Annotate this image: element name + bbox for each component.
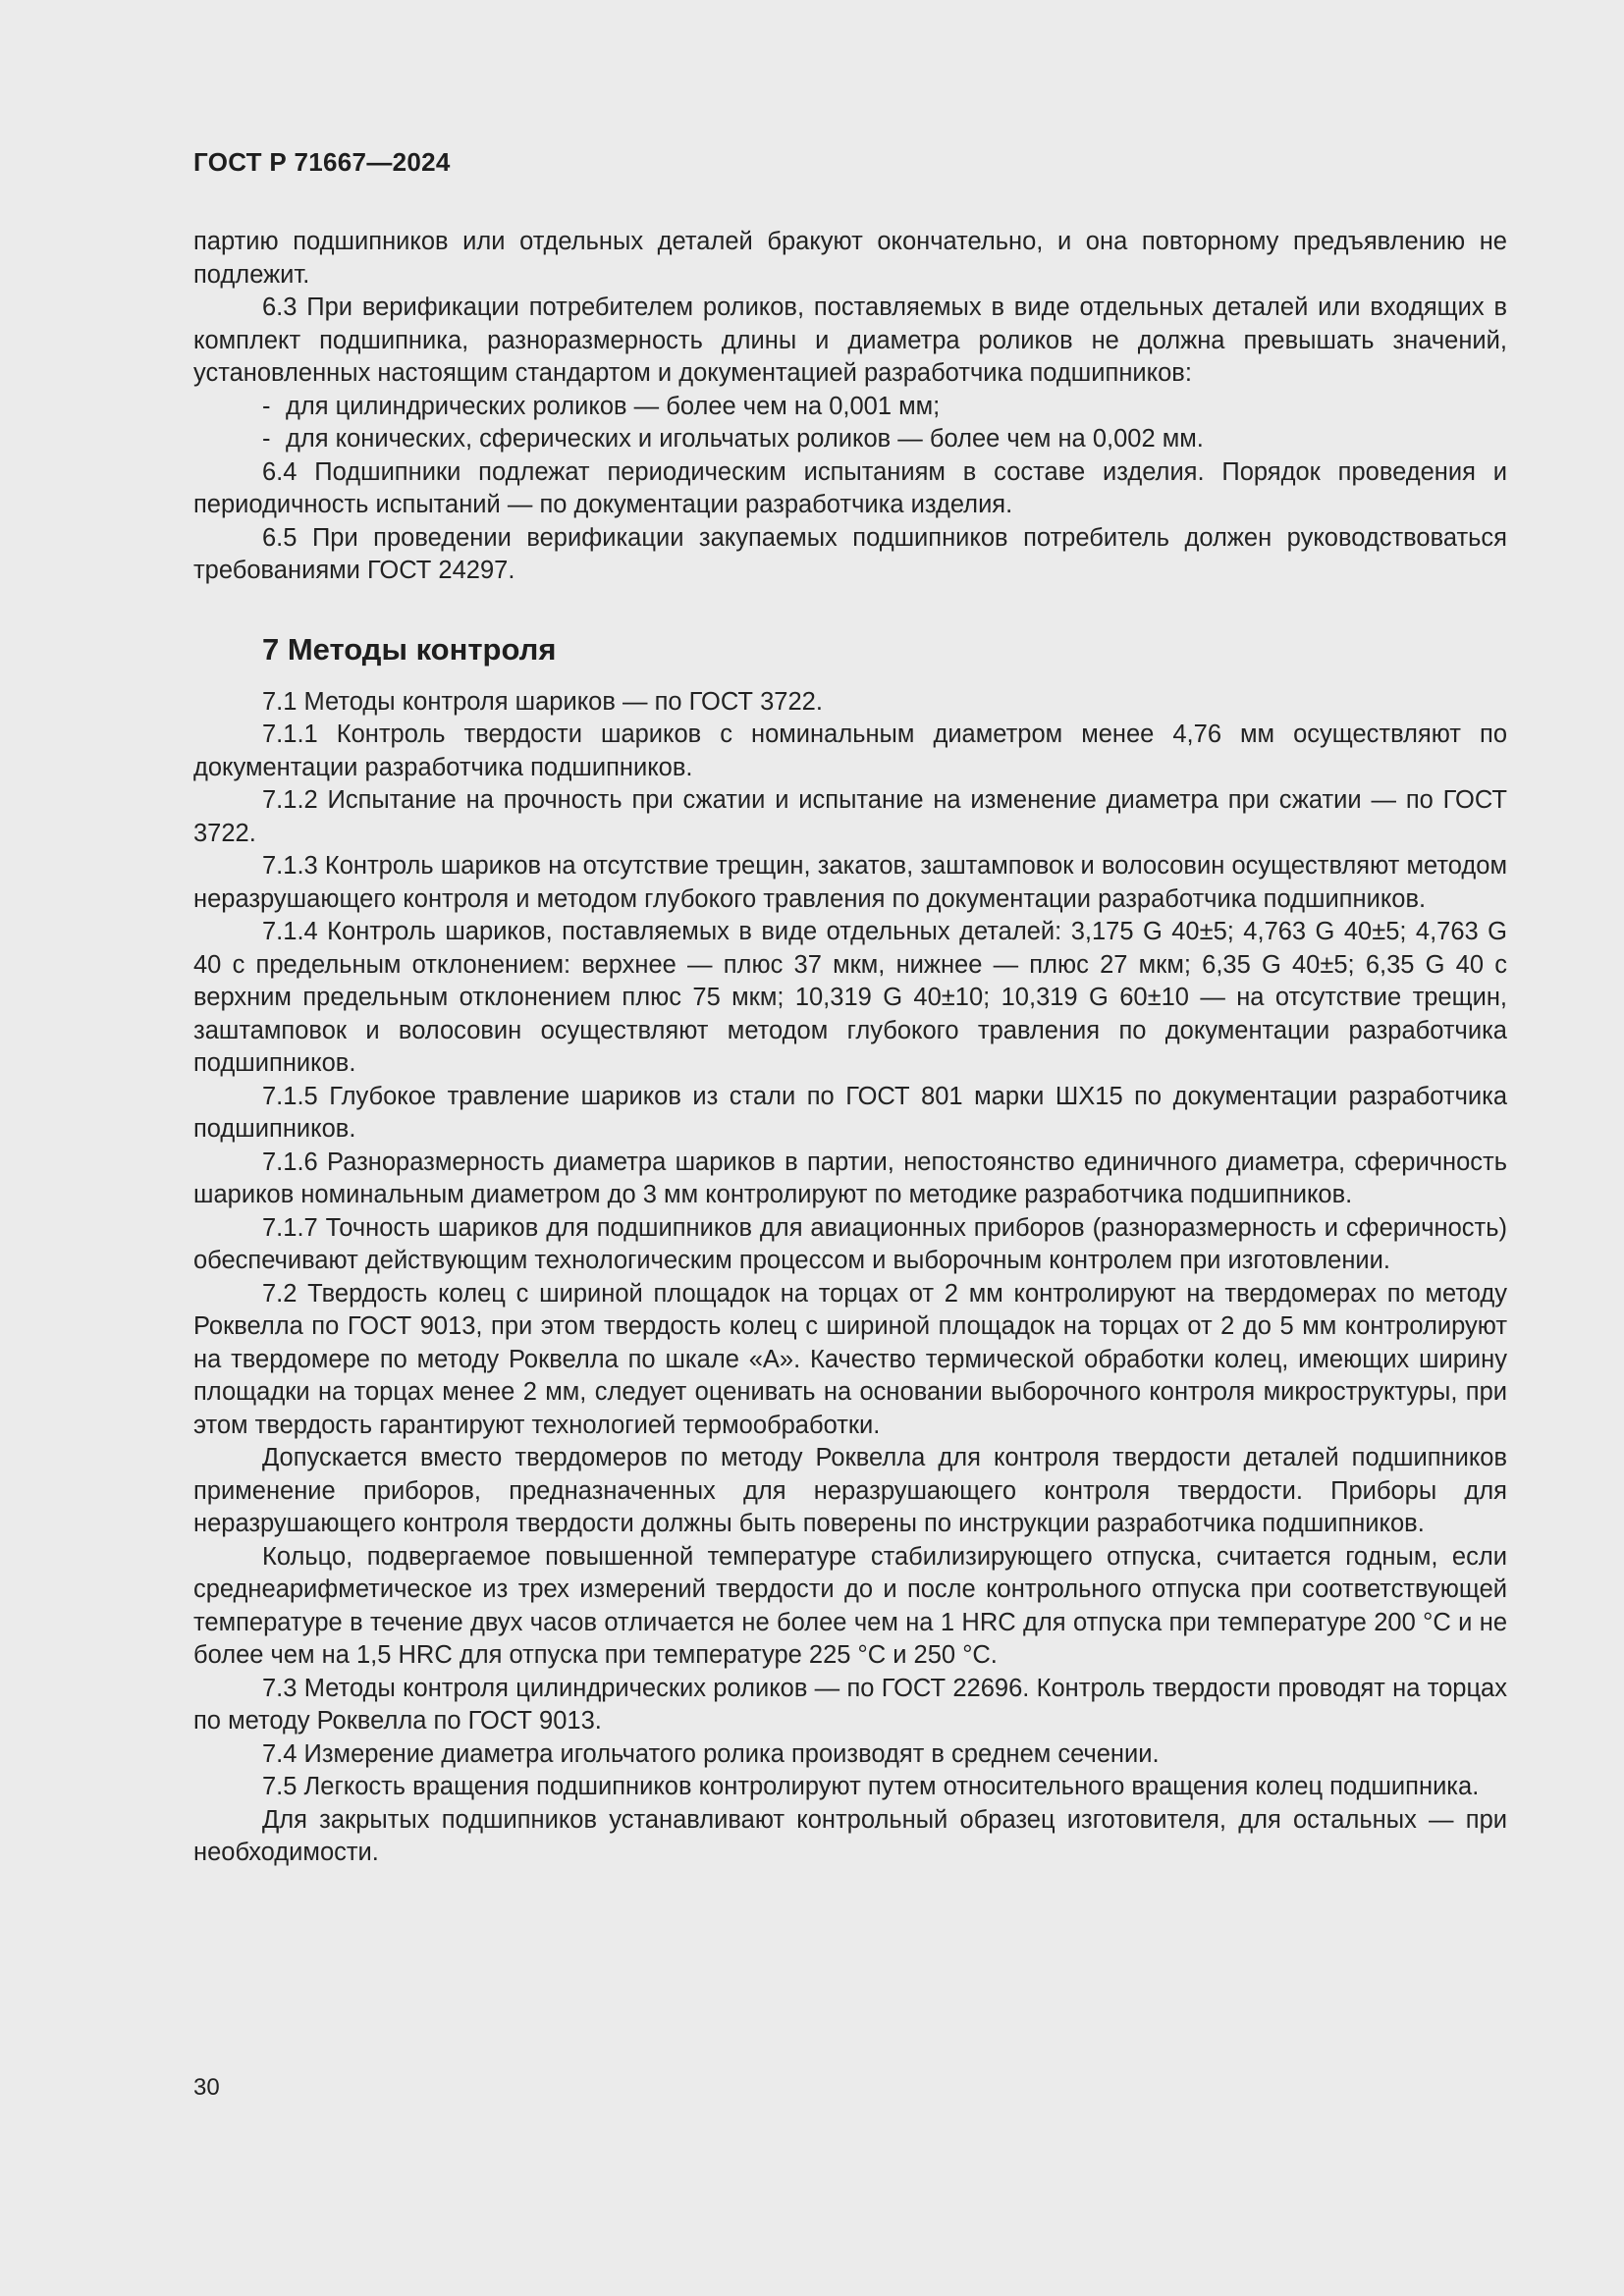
paragraph-7-1-6: 7.1.6 Разноразмерность диаметра шариков в партии, непостоянство единичного диаметра, сферичность шариков номинальным диаметром до 3 мм контролируют по методике разработчика подшипников. — [193, 1148, 1507, 1208]
paragraph-7-3: 7.3 Методы контроля цилиндрических роликов — по ГОСТ 22696. Контроль твердости проводят на торцах по методу Роквелла по ГОСТ 9013. — [193, 1674, 1507, 1735]
paragraph-7-1-3: 7.1.3 Контроль шариков на отсутствие трещин, закатов, заштамповок и волосовин осуществляют методом неразрушающего контроля и методом глубокого травления по документации разработчика подшипников. — [193, 852, 1507, 913]
list-item-cylindrical — [193, 391, 1507, 424]
paragraph-7-4: 7.4 Измерение диаметра игольчатого ролика производят в среднем сечении. — [262, 1739, 1160, 1768]
dash-marker: - — [262, 425, 271, 453]
paragraph-continuation: партию подшипников или отдельных деталей бракуют окончательно, и она повторному предъявлению не подлежит. — [193, 228, 1507, 289]
page-number: 30 — [193, 2074, 220, 2101]
paragraph-7-1: 7.1 Методы контроля шариков — по ГОСТ 3722. — [262, 687, 823, 716]
list-item-text: для цилиндрических роликов — более чем на 0,001 мм; — [286, 392, 941, 420]
paragraph-6-5: 6.5 При проведении верификации закупаемых подшипников потребитель должен руководствоваться требованиями ГОСТ 24297. — [193, 523, 1507, 584]
section-7-title: 7 Методы контроля — [262, 631, 557, 667]
paragraph-7-1-5: 7.1.5 Глубокое травление шариков из стали по ГОСТ 801 марки ШХ15 по документации разработчика подшипников. — [193, 1082, 1507, 1143]
list-item-text: для конических, сферических и игольчатых роликов — более чем на 0,002 мм. — [286, 425, 1204, 453]
paragraph-7-2-alternative-devices: Допускается вместо твердомеров по методу Роквелла для контроля твердости деталей подшипников применение приборов, предназначенных для неразрушающего контроля твердости. Приборы для неразрушающего контроля твердости должны быть поверены по инструкции разработчика подшипников. — [193, 1444, 1507, 1537]
list-item-conical — [193, 423, 1507, 456]
paragraph-7-2-ring-tempering: Кольцо, подвергаемое повышенной температуре стабилизирующего отпуска, считается годным, если среднеарифметическое из трех измерений твердости до и после контрольного отпуска при соответствующей температуре в течение двух часов отличается не более чем на 1 HRC для отпуска при температуре 200 °С и не более чем на 1,5 HRC для отпуска при температуре 225 °С и 250 °С. — [193, 1542, 1507, 1669]
paragraph-6-3: 6.3 При верификации потребителем роликов, поставляемых в виде отдельных деталей или входящих в комплект подшипника, разноразмерность длины и диаметра роликов не должна превышать значений, установленных настоящим стандартом и документацией разработчика подшипников: — [193, 294, 1507, 387]
paragraph-6-4: 6.4 Подшипники подлежат периодическим испытаниям в составе изделия. Порядок проведения и периодичность испытаний — по документации разработчика изделия. — [193, 457, 1507, 518]
document-body — [193, 226, 1507, 1870]
paragraph-7-5-closed-bearings: Для закрытых подшипников устанавливают контрольный образец изготовителя, для остальных — при необходимости. — [193, 1805, 1507, 1866]
paragraph-7-1-7: 7.1.7 Точность шариков для подшипников для авиационных приборов (разноразмерность и сферичность) обеспечивают действующим технологическим процессом и выборочным контролем при изготовлении. — [193, 1213, 1507, 1274]
paragraph-7-1-1: 7.1.1 Контроль твердости шариков с номинальным диаметром менее 4,76 мм осуществляют по документации разработчика подшипников. — [193, 721, 1507, 781]
dash-marker: - — [262, 392, 271, 420]
paragraph-7-1-2: 7.1.2 Испытание на прочность при сжатии и испытание на изменение диаметра при сжатии — по ГОСТ 3722. — [193, 786, 1507, 847]
document-header-id: ГОСТ Р 71667—2024 — [193, 147, 451, 177]
paragraph-7-2: 7.2 Твердость колец с шириной площадок на торцах от 2 мм контролируют на твердомерах по методу Роквелла по ГОСТ 9013, при этом твердость колец с шириной площадок на торцах от 2 до 5 мм контролируют на твердомере по методу Роквелла по шкале «А». Качество термической обработки колец, имеющих ширину площадки на торцах менее 2 мм, следует оценивать на основании выборочного контроля микроструктуры, при этом твердость гарантируют технологией термообработки. — [193, 1279, 1507, 1439]
paragraph-7-5: 7.5 Легкость вращения подшипников контролируют путем относительного вращения колец подшипника. — [262, 1773, 1480, 1800]
paragraph-7-1-4: 7.1.4 Контроль шариков, поставляемых в виде отдельных деталей: 3,175 G 40±5; 4,763 G 40±5; 4,763 G 40 с предельным отклонением: верхнее — плюс 37 мкм, нижнее — плюс 27 мкм; 6,35 G 40±5; 6,35 G 40 с верхним предельным отклонением плюс 75 мкм; 10,319 G 40±10; 10,319 G 60±10 — на отсутствие трещин, заштамповок и волосовин осуществляют методом глубокого травления по документации разработчика подшипников. — [193, 918, 1507, 1077]
